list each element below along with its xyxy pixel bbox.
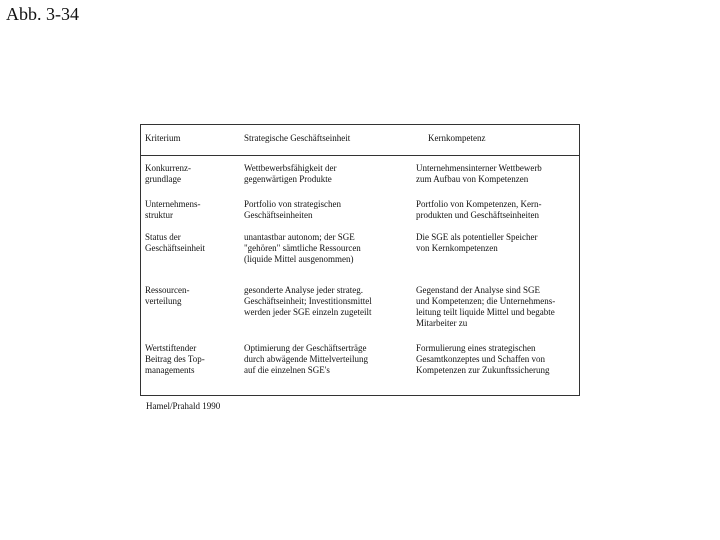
row-kernkompetenz-cell: Die SGE als potentieller Speicher von Kernkompetenzen	[416, 231, 538, 253]
row-kernkompetenz-cell: Gegenstand der Analyse sind SGE und Kompetenzen; die Unternehmens- leitung teilt liquide Mittel und begabte Mitarbeiter zu	[416, 284, 556, 328]
table-row	[140, 285, 580, 343]
row-sge-cell: unantastbar autonom; der SGE "gehören" sämtliche Ressourcen (liquide Mittel ausgenommen)	[244, 231, 361, 264]
row-sge-cell: Wettbewerbsfähigkeit der gegenwärtigen Produkte	[244, 162, 337, 184]
row-sge-cell: Optimierung der Geschäftserträge durch abwägende Mittelverteilung auf die einzelnen SGE's	[244, 342, 368, 375]
row-kernkompetenz-cell: Portfolio von Kompetenzen, Kern- produkten und Geschäftseinheiten	[416, 198, 542, 220]
figure-label: Abb. 3-34	[6, 4, 79, 24]
header-kernkompetenz: Kernkompetenz	[416, 124, 580, 155]
row-criterion: Unternehmens- struktur	[145, 198, 201, 220]
header-sge: Strategische Geschäftseinheit	[244, 124, 416, 155]
comparison-table	[140, 124, 580, 399]
row-kernkompetenz-cell: Formulierung eines strategischen Gesamtkonzeptes und Schaffen von Kompetenzen zur Zukunftssicherung	[416, 342, 550, 375]
row-sge-cell: Portfolio von strategischen Geschäftseinheiten	[244, 198, 341, 220]
row-criterion: Ressourcen- verteilung	[145, 284, 190, 306]
row-criterion: Status der Geschäftseinheit	[145, 231, 205, 253]
table-row	[140, 199, 580, 232]
header-kriterium: Kriterium	[140, 124, 244, 155]
row-criterion: Wertstiftender Beitrag des Top- managements	[145, 342, 205, 375]
table-row	[140, 343, 580, 399]
table-row	[140, 155, 580, 199]
row-sge-cell: gesonderte Analyse jeder strateg. Geschäftseinheit; Investitionsmittel werden jeder SGE einzeln zugeteilt	[244, 284, 372, 317]
source-citation: Hamel/Prahald 1990	[146, 401, 221, 411]
table-row	[140, 232, 580, 285]
table-header-row	[140, 124, 580, 155]
row-kernkompetenz-cell: Unternehmensinterner Wettbewerb zum Aufbau von Kompetenzen	[416, 162, 542, 184]
row-criterion: Konkurrenz- grundlage	[145, 162, 191, 184]
